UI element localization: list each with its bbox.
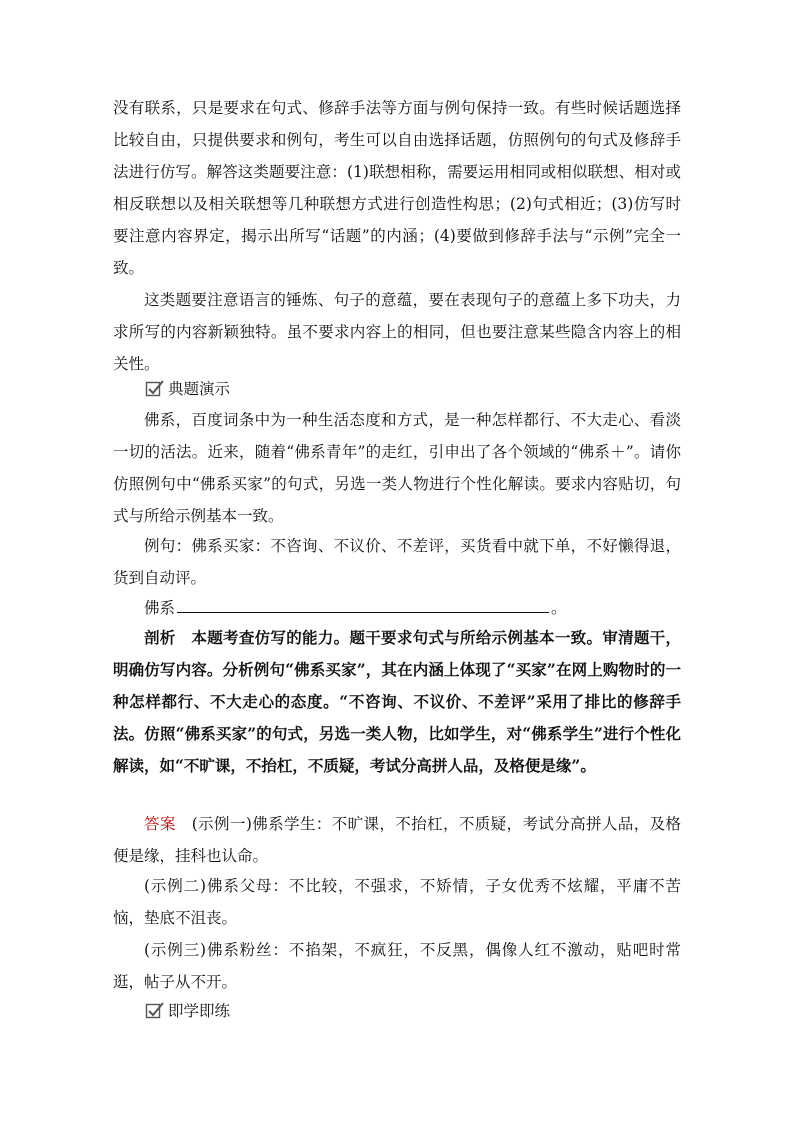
answer-paragraph-1: [113, 808, 681, 872]
analysis-text: 本题考查仿写的能力。题干要求句式与所给示例基本一致。审清题干，明确仿写内容。分析例句“佛系买家”，其在内涵上体现了“买家”在网上购物时的一种怎样都行、不大走心的态度。“不咨询、不议价、不差评”采用了排比的修辞手法。仿照“佛系买家”的句式，另选一类人物，比如学生，对“佛系学生”进行个性化解读，如“不旷课，不抬杠，不质疑，考试分高拼人品，及格便是缘”。: [113, 628, 681, 775]
analysis-label: 剖析: [144, 628, 176, 647]
answer-text-1: (示例一)佛系学生：不旷课，不抬杠，不质疑，考试分高拼人品，及格便是缘，挂科也认命。: [113, 815, 681, 865]
fill-blank[interactable]: [177, 594, 549, 613]
check-box-icon: [145, 379, 165, 397]
section-heading-label: 典题演示: [168, 380, 231, 398]
blank-prefix: 佛系: [144, 599, 176, 617]
analysis-paragraph: [113, 622, 681, 782]
section-heading-label: 即学即练: [168, 1002, 231, 1020]
answer-paragraph-3: (示例三)佛系粉丝：不掐架，不疯狂，不反黑，偶像人红不激动，贴吧时常逛，帖子从不开。: [113, 941, 681, 991]
answer-blank-line: [113, 592, 681, 624]
blank-suffix: 。: [551, 599, 567, 617]
check-box-icon: [145, 1001, 165, 1019]
note-paragraph: 这类题要注意语言的锤炼、句子的意蕴，要在表现句子的意蕴上多下功夫，力求所写的内容新颖独特。虽不要求内容上的相同，但也要注意某些隐含内容上的相关性。: [113, 291, 681, 373]
section-heading-demo: [145, 376, 230, 400]
question-paragraph: 佛系，百度词条中为一种生活态度和方式，是一种怎样都行、不大走心、看淡一切的活法。近来，随着“佛系青年”的走红，引申出了各个领域的“佛系＋”。请你仿照例句中“佛系买家”的句式，另选一类人物进行个性化解读。要求内容贴切，句式与所给示例基本一致。: [113, 411, 681, 525]
answer-label: 答案: [144, 815, 176, 833]
example-paragraph: 例句：佛系买家：不咨询、不议价、不差评，买货看中就下单，不好懒得退，货到自动评。: [113, 537, 681, 587]
section-heading-practice: [145, 998, 230, 1022]
answer-paragraph-2: (示例二)佛系父母：不比较，不强求，不矫情，子女优秀不炫耀，平庸不苦恼，垫底不沮丧。: [113, 877, 681, 927]
intro-paragraph: 没有联系，只是要求在句式、修辞手法等方面与例句保持一致。有些时候话题选择比较自由，只提供要求和例句，考生可以自由选择话题，仿照例句的句式及修辞手法进行仿写。解答这类题要注意：(1)联想相称，需要运用相同或相似联想、相对或相反联想以及相关联想等几种联想方式进行创造性构思；(2)句式相近；(3)仿写时要注意内容界定，揭示出所写“话题”的内涵；(4)要做到修辞手法与“示例”完全一致。: [113, 99, 681, 277]
